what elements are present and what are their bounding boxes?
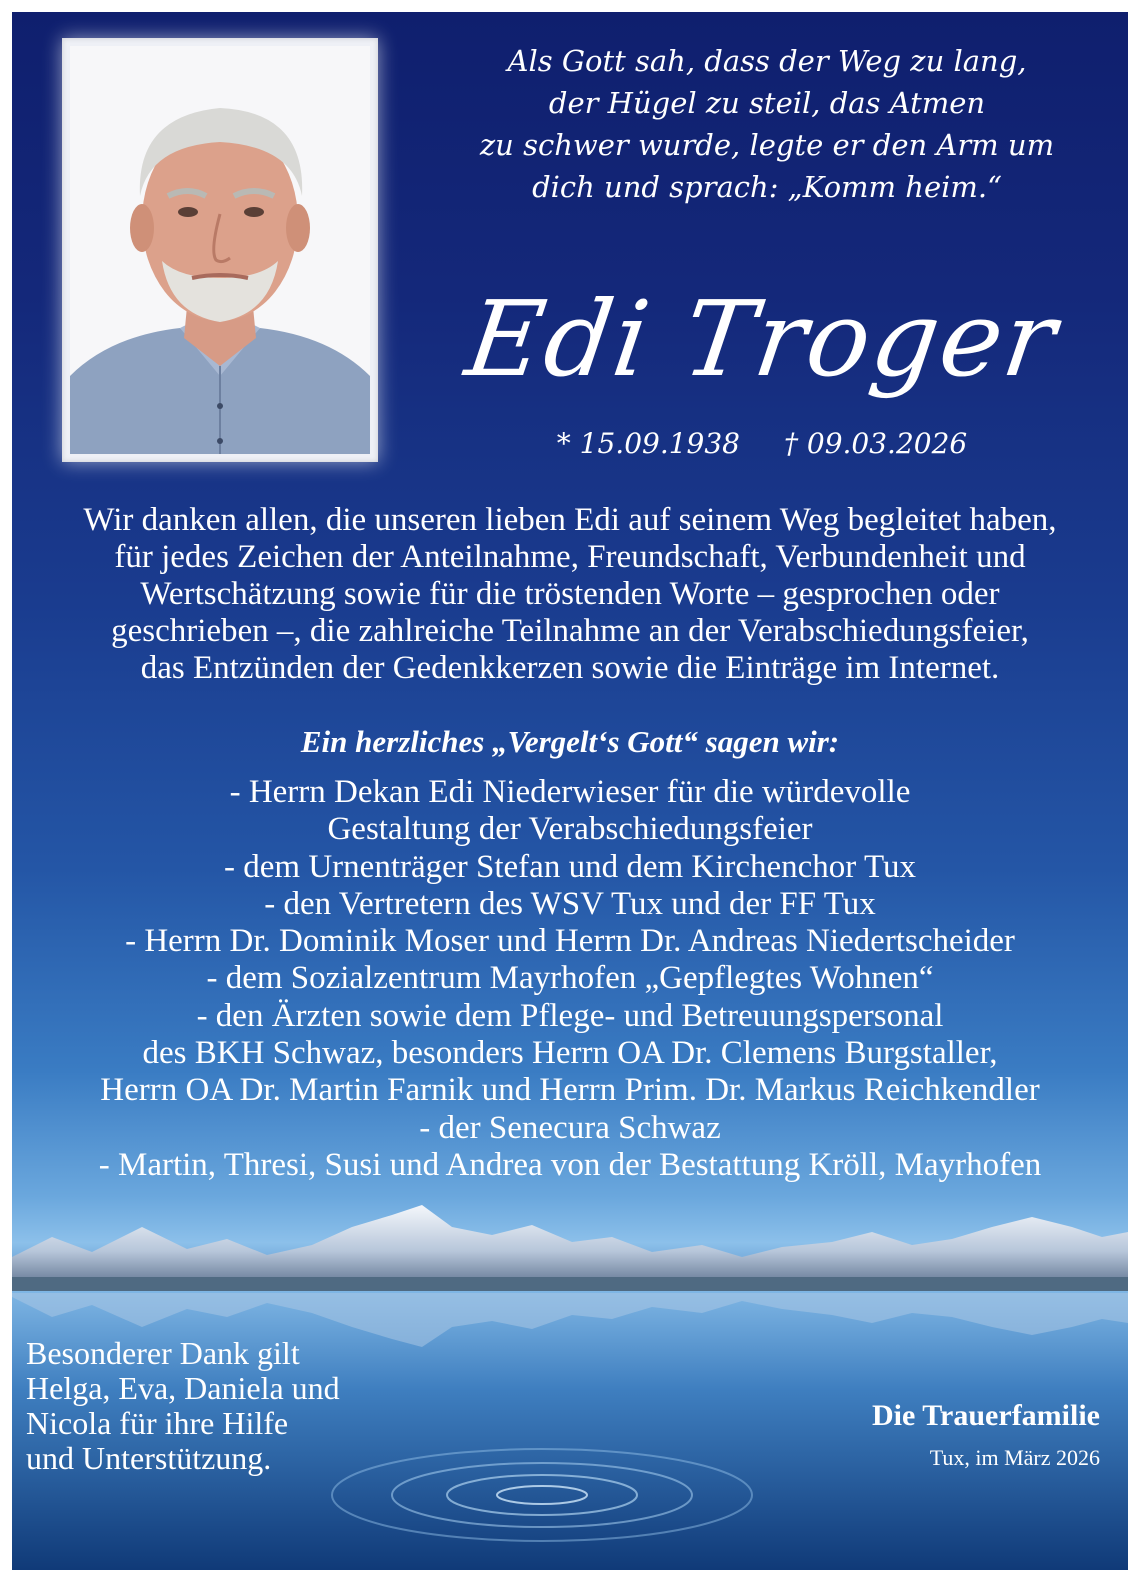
thanks-paragraph xyxy=(12,502,1128,687)
poem-line: der Hügel zu steil, das Atmen xyxy=(548,86,986,120)
gratitude-line: Herrn OA Dr. Martin Farnik und Herrn Prim. Dr. Markus Reichkendler xyxy=(100,1072,1040,1109)
deceased-name: Edi Troger xyxy=(459,278,1065,400)
gratitude-line: Gestaltung der Verabschiedungsfeier xyxy=(327,811,813,848)
life-dates xyxy=(532,426,992,462)
gratitude-line: - dem Sozialzentrum Mayrhofen „Gepflegtes Wohnen“ xyxy=(206,960,934,997)
thanks-line: geschrieben –, die zahlreiche Teilnahme an der Verabschiedungsfeier, xyxy=(111,613,1029,649)
poem-line: zu schwer wurde, legte er den Arm um xyxy=(479,128,1055,162)
portrait-photo xyxy=(62,38,378,462)
death-date: † 09.03.2026 xyxy=(784,427,968,460)
gratitude-line: - Herrn Dr. Dominik Moser und Herrn Dr. Andreas Niedertscheider xyxy=(125,923,1015,960)
thanks-line: für jedes Zeichen der Anteilnahme, Freundschaft, Verbundenheit und xyxy=(114,539,1026,575)
thanks-line: das Entzünden der Gedenkkerzen sowie die Einträge im Internet. xyxy=(140,650,1000,686)
thanks-line: Wir danken allen, die unseren lieben Edi auf seinem Weg begleitet haben, xyxy=(83,502,1057,538)
gratitude-line: - den Vertretern des WSV Tux und der FF Tux xyxy=(264,885,876,922)
portrait-image xyxy=(70,46,370,454)
thanks-line: Wertschätzung sowie für die tröstenden Worte – gesprochen oder xyxy=(140,576,1000,612)
place-date: Tux, im März 2026 xyxy=(929,1445,1100,1470)
gratitude-line: - Martin, Thresi, Susi und Andrea von der Bestattung Kröll, Mayrhofen xyxy=(98,1146,1042,1183)
special-thanks-line: und Unterstützung. xyxy=(26,1440,272,1476)
gratitude-line: - der Senecura Schwaz xyxy=(419,1109,721,1146)
family-signature: Die Trauerfamilie xyxy=(872,1399,1100,1432)
gratitude-line: - Herrn Dekan Edi Niederwieser für die würdevolle xyxy=(229,774,911,810)
memorial-poem xyxy=(442,40,1092,208)
birth-date: * 15.09.1938 xyxy=(556,427,740,460)
poem-line: Als Gott sah, dass der Weg zu lang, xyxy=(507,44,1027,78)
obituary-card xyxy=(12,12,1128,1570)
gratitude-line: des BKH Schwaz, besonders Herrn OA Dr. Clemens Burgstaller, xyxy=(142,1035,998,1072)
gratitude-heading: Ein herzliches „Vergelt‘s Gott“ sagen wir: xyxy=(300,724,840,759)
special-thanks-line: Nicola für ihre Hilfe xyxy=(26,1405,289,1441)
gratitude-line: - den Ärzten sowie dem Pflege- und Betreuungspersonal xyxy=(196,997,944,1034)
gratitude-list xyxy=(12,774,1128,1184)
special-thanks-line: Helga, Eva, Daniela und xyxy=(26,1370,340,1406)
special-thanks-line: Besonderer Dank gilt xyxy=(26,1335,300,1371)
special-thanks xyxy=(26,1336,406,1476)
poem-line: dich und sprach: „Komm heim.“ xyxy=(532,170,1002,204)
gratitude-line: - dem Urnenträger Stefan und dem Kirchenchor Tux xyxy=(224,848,916,885)
